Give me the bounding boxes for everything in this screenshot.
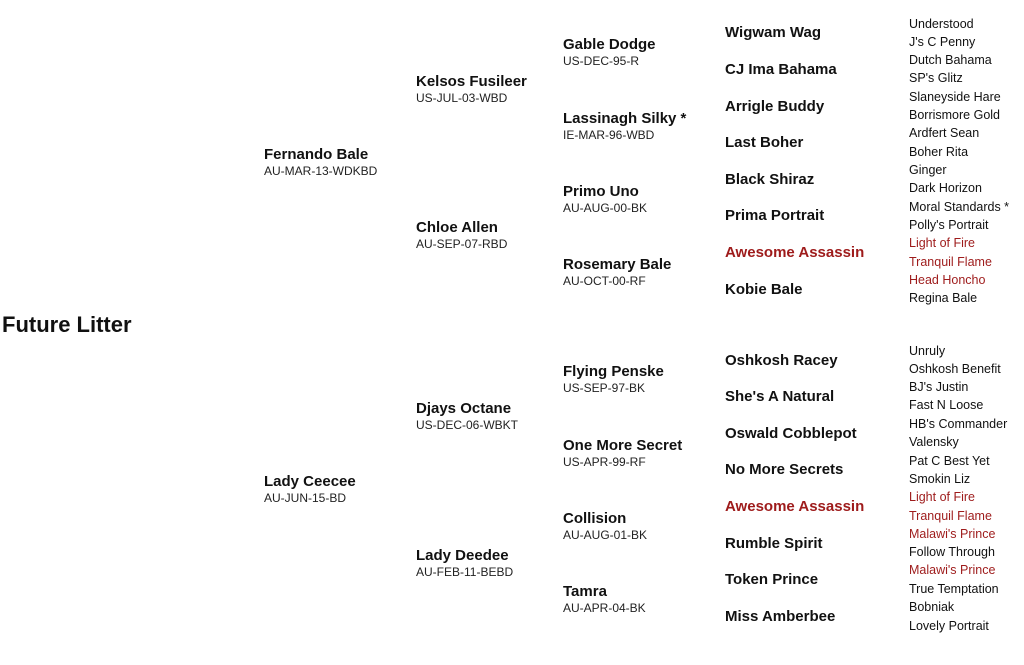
ancestor-reg: IE-MAR-96-WBD — [563, 128, 655, 142]
gen4-ancestor[interactable]: Black Shiraz — [725, 171, 815, 188]
ancestor-name: Rosemary Bale — [563, 256, 672, 273]
gen4-ancestor[interactable]: Rumble Spirit — [725, 535, 823, 552]
ancestor-reg: AU-AUG-00-BK — [563, 201, 648, 215]
gen5-ancestor-highlighted[interactable]: Malawi's Prince — [909, 527, 996, 541]
gen5-ancestor[interactable]: Understood — [909, 17, 974, 31]
ancestor-reg: US-APR-99-RF — [563, 455, 646, 469]
gen3-ancestor[interactable] — [563, 363, 664, 396]
dam-reg: AU-JUN-15-BD — [264, 491, 347, 505]
gen3-ancestor[interactable] — [563, 183, 647, 216]
ancestor-name: Collision — [563, 510, 627, 527]
gen5-ancestor-highlighted[interactable]: Tranquil Flame — [909, 509, 992, 523]
gen5-ancestor[interactable]: SP's Glitz — [909, 71, 963, 85]
dam-name: Lady Ceecee — [264, 473, 356, 490]
gen4-ancestor-highlighted[interactable]: Awesome Assassin — [725, 244, 865, 261]
gen5-ancestor[interactable]: Borrismore Gold — [909, 108, 1000, 122]
gen2-ancestor[interactable] — [416, 73, 527, 106]
gen5-ancestor-highlighted[interactable]: Light of Fire — [909, 236, 976, 250]
gen4-ancestor[interactable]: Miss Amberbee — [725, 608, 836, 625]
ancestor-name: Lady Deedee — [416, 547, 509, 564]
gen4-ancestor[interactable]: Wigwam Wag — [725, 24, 821, 41]
gen5-ancestor[interactable]: Dark Horizon — [909, 181, 982, 195]
ancestor-reg: AU-SEP-07-RBD — [416, 237, 508, 251]
gen3-ancestor[interactable] — [563, 437, 682, 470]
ancestor-name: Chloe Allen — [416, 219, 498, 236]
gen5-ancestor[interactable]: Slaneyside Hare — [909, 90, 1001, 104]
gen2-ancestor[interactable] — [416, 219, 507, 252]
gen4-ancestor[interactable]: Prima Portrait — [725, 207, 825, 224]
gen4-ancestor[interactable]: Oshkosh Racey — [725, 352, 838, 369]
ancestor-reg: AU-APR-04-BK — [563, 601, 646, 615]
gen4-ancestor[interactable]: Token Prince — [725, 571, 819, 588]
gen3-ancestor[interactable] — [563, 510, 647, 543]
gen5-ancestor[interactable]: Smokin Liz — [909, 472, 971, 486]
gen4-ancestor-highlighted[interactable]: Awesome Assassin — [725, 498, 865, 515]
gen5-ancestor[interactable]: Ginger — [909, 163, 947, 177]
gen5-ancestor[interactable]: Bobniak — [909, 600, 955, 614]
gen5-ancestor[interactable]: Boher Rita — [909, 145, 969, 159]
gen2-ancestor[interactable] — [416, 400, 518, 433]
gen5-ancestor[interactable]: Ardfert Sean — [909, 126, 980, 140]
ancestor-name: Gable Dodge — [563, 36, 656, 53]
ancestor-name: Lassinagh Silky * — [563, 110, 687, 127]
gen5-ancestor-highlighted[interactable]: Light of Fire — [909, 490, 976, 504]
gen5-ancestor[interactable]: True Temptation — [909, 582, 999, 596]
ancestor-name: Kelsos Fusileer — [416, 73, 527, 90]
ancestor-name: Djays Octane — [416, 400, 512, 417]
gen5-ancestor[interactable]: Regina Bale — [909, 291, 978, 305]
gen5-ancestor[interactable]: Moral Standards * — [909, 200, 1010, 214]
gen4-ancestor[interactable]: Kobie Bale — [725, 281, 803, 298]
ancestor-reg: US-JUL-03-WBD — [416, 91, 508, 105]
gen4-ancestor[interactable]: Arrigle Buddy — [725, 98, 825, 115]
gen5-ancestor-highlighted[interactable]: Malawi's Prince — [909, 563, 996, 577]
ancestor-reg: AU-OCT-00-RF — [563, 274, 646, 288]
sire-reg: AU-MAR-13-WDKBD — [264, 164, 378, 178]
ancestor-name: Tamra — [563, 583, 607, 600]
ancestor-reg: AU-AUG-01-BK — [563, 528, 648, 542]
dam[interactable] — [264, 473, 356, 506]
ancestor-reg: US-SEP-97-BK — [563, 381, 646, 395]
gen5-ancestor[interactable]: Valensky — [909, 435, 959, 449]
gen5-ancestor[interactable]: Dutch Bahama — [909, 53, 992, 67]
ancestor-reg: US-DEC-95-R — [563, 54, 640, 68]
ancestor-name: Flying Penske — [563, 363, 664, 380]
litter-title: Future Litter — [2, 312, 132, 337]
gen5-ancestor-highlighted[interactable]: Tranquil Flame — [909, 255, 992, 269]
gen5-ancestor[interactable]: J's C Penny — [909, 35, 976, 49]
ancestor-reg: US-DEC-06-WBKT — [416, 418, 519, 432]
gen5-ancestor[interactable]: Pat C Best Yet — [909, 454, 990, 468]
gen3-ancestor[interactable] — [563, 583, 646, 616]
gen5-ancestor[interactable]: Follow Through — [909, 545, 995, 559]
gen5-ancestor[interactable]: Fast N Loose — [909, 398, 984, 412]
gen5-ancestor-highlighted[interactable]: Head Honcho — [909, 273, 986, 287]
gen5-ancestor[interactable]: Oshkosh Benefit — [909, 362, 1001, 376]
sire-name: Fernando Bale — [264, 146, 369, 163]
gen4-ancestor[interactable]: No More Secrets — [725, 461, 844, 478]
gen4-ancestor[interactable]: Oswald Cobblepot — [725, 425, 857, 442]
ancestor-name: Primo Uno — [563, 183, 639, 200]
gen5-ancestor[interactable]: BJ's Justin — [909, 380, 969, 394]
gen5-ancestor[interactable]: Polly's Portrait — [909, 218, 989, 232]
gen3-ancestor[interactable] — [563, 110, 686, 143]
gen5-ancestor[interactable]: HB's Commander — [909, 417, 1008, 431]
sire[interactable] — [264, 146, 377, 179]
gen5-ancestor[interactable]: Unruly — [909, 344, 946, 358]
gen2-ancestor[interactable] — [416, 547, 513, 580]
gen4-ancestor[interactable]: She's A Natural — [725, 388, 835, 405]
gen3-ancestor[interactable] — [563, 36, 656, 69]
gen5-ancestor[interactable]: Lovely Portrait — [909, 619, 989, 633]
gen3-ancestor[interactable] — [563, 256, 671, 289]
gen4-ancestor[interactable]: Last Boher — [725, 134, 804, 151]
ancestor-reg: AU-FEB-11-BEBD — [416, 565, 514, 579]
ancestor-name: One More Secret — [563, 437, 683, 454]
gen4-ancestor[interactable]: CJ Ima Bahama — [725, 61, 837, 78]
